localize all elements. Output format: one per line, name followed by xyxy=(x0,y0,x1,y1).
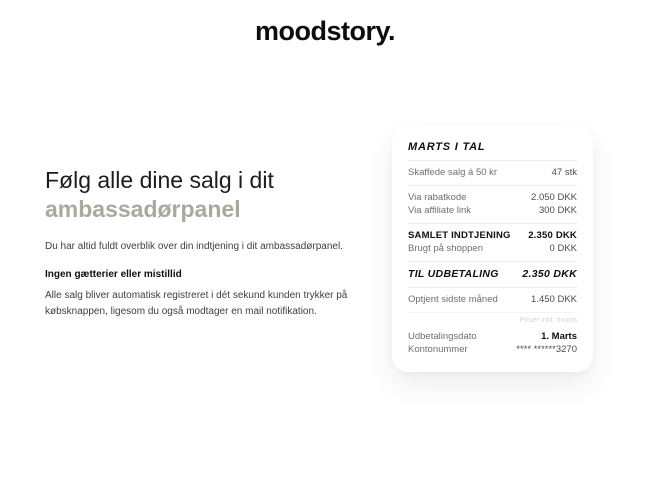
divider xyxy=(408,312,577,313)
row-label: Via affiliate link xyxy=(408,205,472,216)
row-value: 300 DKK xyxy=(538,205,577,216)
page-title xyxy=(45,166,385,224)
row-label: Brugt på shoppen xyxy=(408,243,484,254)
row-value: 1. Marts xyxy=(541,331,577,342)
row-value: 47 stk xyxy=(551,167,577,178)
card-title: MARTS I TAL xyxy=(408,141,486,153)
hero-subheading: Ingen gætterier eller mistillid xyxy=(45,269,182,280)
divider xyxy=(408,287,577,288)
monthly-stats-card xyxy=(392,126,593,372)
row-label: TIL UDBETALING xyxy=(408,268,499,280)
moodstory-logo[interactable]: moodstory. xyxy=(254,16,395,46)
table-row-discount-code xyxy=(408,192,577,204)
row-value: 0 DKK xyxy=(549,243,577,254)
row-value: 1.450 DKK xyxy=(531,294,577,305)
vat-note: Priser inkl. moms xyxy=(519,315,577,324)
divider xyxy=(408,160,577,161)
hero-section xyxy=(45,166,385,320)
table-row-affiliate-link xyxy=(408,205,577,217)
row-value: 2.350 DKK xyxy=(528,230,577,241)
table-row-payout-total xyxy=(408,268,577,281)
table-row-payout-date xyxy=(408,331,577,343)
row-label: Udbetalingsdato xyxy=(408,331,477,342)
row-label: Optjent sidste måned xyxy=(408,294,498,305)
table-row-earned-last-month xyxy=(408,294,577,306)
hero-intro-text: Du har altid fuldt overblik over din indtjening i dit ambassadørpanel. xyxy=(45,241,343,252)
header xyxy=(0,16,650,47)
table-row-spent-in-shop xyxy=(408,243,577,255)
row-label: Skaffede salg á 50 kr xyxy=(408,167,498,178)
page-title-line2-accent: ambassadørpanel xyxy=(45,196,241,222)
divider xyxy=(408,261,577,262)
row-label: SAMLET INDTJENING xyxy=(408,230,511,241)
table-row-total-earnings xyxy=(408,230,577,242)
page-title-line1: Følg alle dine salg i dit xyxy=(45,167,274,193)
row-value: **** ******3270 xyxy=(516,344,577,355)
row-label: Via rabatkode xyxy=(408,192,467,203)
divider xyxy=(408,185,577,186)
table-row-sales-count xyxy=(408,167,577,179)
hero-body-text: Alle salg bliver automatisk registreret i dét sekund kunden trykker på købsknappen, ligesom du også modtager en mail notifikation. xyxy=(45,290,348,317)
row-label: Kontonummer xyxy=(408,344,468,355)
table-row-account-number xyxy=(408,344,577,356)
row-value: 2.050 DKK xyxy=(531,192,577,203)
divider xyxy=(408,223,577,224)
row-value: 2.350 DKK xyxy=(522,268,577,280)
